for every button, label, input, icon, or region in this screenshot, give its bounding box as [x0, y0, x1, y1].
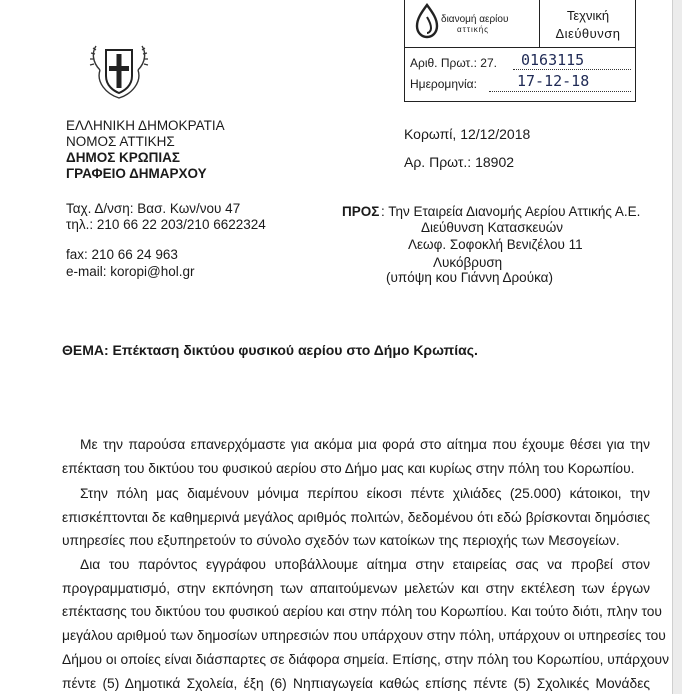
received-stamp — [404, 0, 636, 102]
body-line: Δια του παρόντος εγγράφου υποβάλλουμε αίτημα στην εταιρείας σας να προβεί στον — [80, 557, 650, 572]
body-line: πέντε (5) Δημοτικά Σχολεία, έξη (6) Νηπιαγωγεία καθώς επίσης πέντε (5) Σχολικές Μονάδες — [62, 675, 650, 691]
stamp-dept-line2: Διεύθυνση — [555, 26, 621, 41]
body-paragraph-2 — [62, 482, 650, 553]
sender-address: Ταχ. Δ/νση: Βασ. Κων/νου 47 — [66, 201, 241, 216]
sender-fax: fax: 210 66 24 963 — [66, 247, 178, 262]
greek-coat-of-arms-emblem — [86, 42, 152, 102]
stamp-date-value: 17-12-18 — [517, 72, 590, 90]
body-line: επισκέπτονται δε καθημερινά μεγάλος αριθμός πολιτών, δεδομένου ότι εδώ βρίσκονται δημόσιες — [62, 509, 650, 525]
recipient-company: : Την Εταιρεία Διανομής Αερίου Αττικής Α.Ε. — [381, 204, 641, 219]
stamp-protocol-label: Αριθ. Πρωτ.: 27. — [410, 56, 497, 70]
body-paragraph-1 — [62, 433, 650, 480]
body-line: μεγάλου αριθμού των δημοσίων υπηρεσιών που υπάρχουν στην πόλη, υπάρχουν οι υπηρεσίες του — [62, 628, 666, 644]
stamp-company-sub: αττικής — [457, 25, 490, 34]
place-date: Κορωπί, 12/12/2018 — [404, 126, 531, 142]
body-paragraph-3 — [62, 553, 669, 695]
stamp-dept-line1: Τεχνική — [566, 8, 610, 23]
letter-subject: ΘΕΜΑ: Επέκταση δικτύου φυσικού αερίου στο Δήμο Κρωπίας. — [62, 342, 478, 358]
gas-company-logo-icon — [415, 3, 439, 44]
sender-office: ΓΡΑΦΕΙΟ ΔΗΜΑΡΧΟΥ — [66, 166, 207, 181]
recipient-attention: (υπόψη κου Γιάννη Δρούκα) — [386, 270, 553, 285]
sender-municipality: ΔΗΜΟΣ ΚΡΩΠΙΑΣ — [66, 150, 180, 165]
sender-republic: ΕΛΛΗΝΙΚΗ ΔΗΜΟΚΡΑΤΙΑ — [66, 118, 225, 133]
recipient-department: Διεύθυνση Κατασκευών — [421, 220, 564, 235]
body-line: Με την παρούσα επανερχόμαστε για ακόμα μια φορά στο αίτημα που έχουμε θέσει για την — [80, 437, 650, 452]
stamp-company-name: διανομή αερίου — [441, 14, 509, 25]
sender-prefecture: ΝΟΜΟΣ ΑΤΤΙΚΗΣ — [66, 134, 175, 149]
sender-phone: τηλ.: 210 66 22 203/210 6622324 — [66, 217, 266, 232]
body-line: επέκτασης του δικτύου του φυσικού αερίου και στην πόλη του Κορωπίου. Και τούτο διότι, πλην του — [62, 604, 662, 620]
recipient-label: ΠΡΟΣ — [342, 204, 380, 219]
letter-protocol-number: Αρ. Πρωτ.: 18902 — [404, 154, 515, 170]
recipient-street: Λεωφ. Σοφοκλή Βενιζέλου 11 — [408, 237, 583, 252]
body-line: επέκταση του δικτύου του φυσικού αερίου στο Δήμο μας και κυρίως στην πόλη του Κορωπίου. — [62, 460, 635, 476]
body-line: προγραμματισμό, στην εκπόνηση των απαιτούμενων μελετών και στην εκτέλεση των έργων — [62, 580, 650, 596]
recipient-city: Λυκόβρυση — [433, 255, 503, 270]
body-line: Δήμου οι οποίες είναι διάσπαρτες σε διάφορα σημεία. Επίσης, στην πόλη του Κορωπίου, υπάρχουν — [62, 651, 669, 667]
body-line: Στην πόλη μας διαμένουν μόνιμα περίπου είκοσι πέντε χιλιάδες (25.000) κάτοικοι, την — [80, 486, 650, 501]
scan-page-edge — [672, 0, 682, 694]
stamp-date-label: Ημερομηνία: — [410, 77, 477, 91]
body-line: υπηρεσίες που εξυπηρετούν το σύνολο σχεδόν των κατοίκων της περιοχής των Μεσογείων. — [62, 533, 620, 549]
stamp-protocol-value: 0163115 — [521, 51, 585, 69]
sender-email: e-mail: koropi@hol.gr — [66, 264, 195, 279]
